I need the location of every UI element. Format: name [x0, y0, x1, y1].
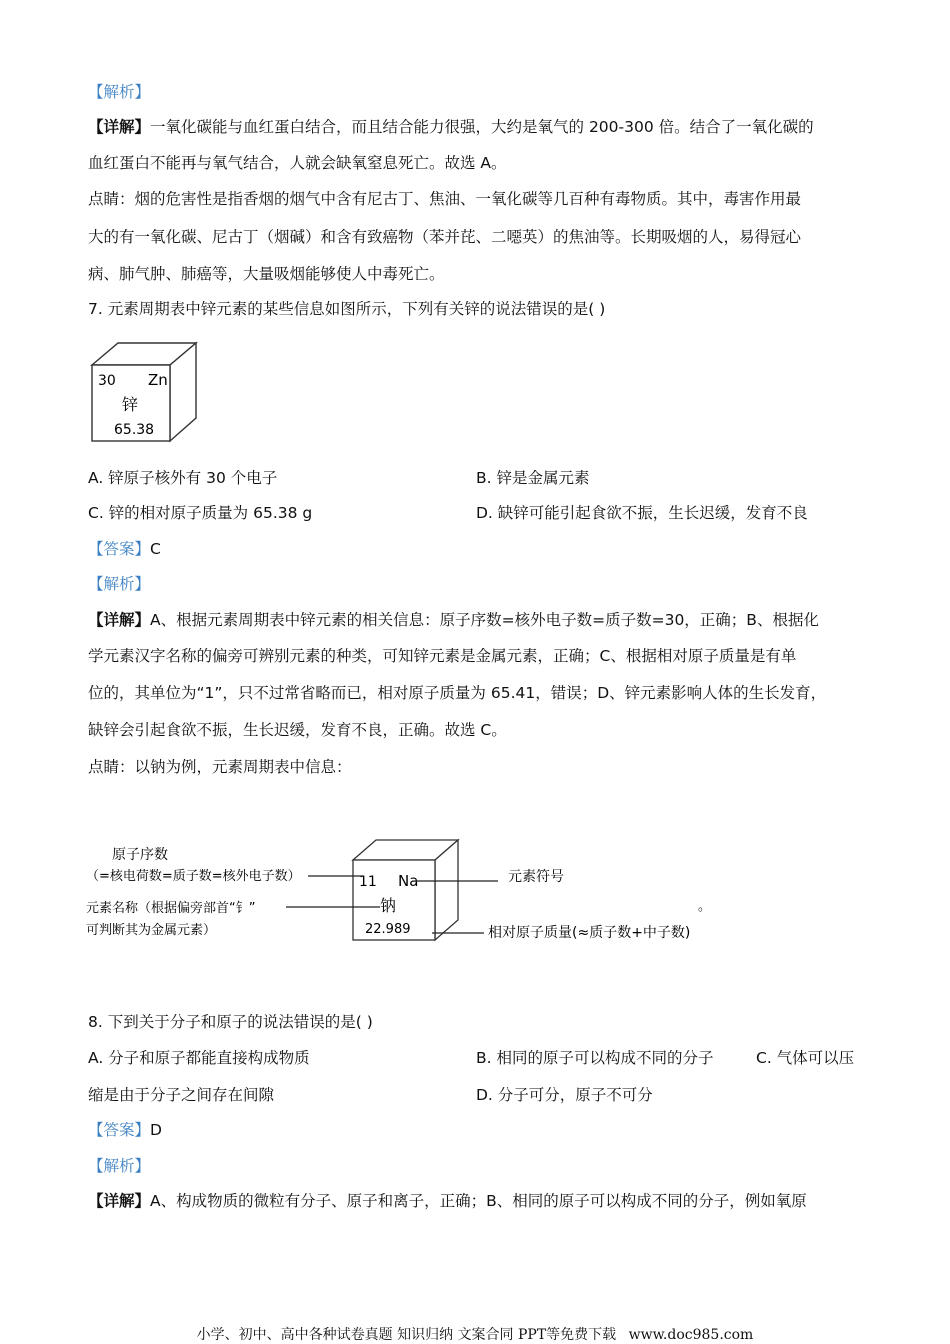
q7-detail-3: 位的，其单位为“1”，只不过常省略而已，相对原子质量为 65.41，错误；D、锌元素影响人体的生长发育，: [88, 684, 827, 702]
q7-detail-1: [88, 610, 819, 630]
detail-paragraph: [88, 117, 814, 137]
label-atomic-number-detail: （=核电荷数=质子数=核外电子数）: [86, 869, 301, 884]
label-atomic-mass: 相对原子质量(≈质子数+中子数): [488, 925, 691, 941]
q7-analysis-tag: 【解析】: [88, 575, 151, 593]
question-7: 7. 元素周期表中锌元素的某些信息如图所示，下列有关锌的说法错误的是( ): [88, 300, 606, 318]
detail-text: A、构成物质的微粒有分子、原子和离子，正确；B、相同的原子可以构成不同的分子，例如氧原: [150, 1192, 807, 1210]
page-footer: [0, 1324, 950, 1344]
detail-tag: 【详解】: [88, 118, 151, 136]
q8-detail-1: [88, 1191, 807, 1211]
label-atomic-number: 原子序数: [112, 847, 168, 863]
label-element-symbol: 元素符号: [508, 869, 564, 885]
q7-option-d: D. 缺锌可能引起食欲不振，生长迟缓，发育不良: [476, 504, 808, 522]
detail-text: 一氧化碳能与血红蛋白结合，而且结合能力很强，大约是氧气的 200-300 倍。结合了一氧化碳的: [150, 118, 814, 136]
note-line-2: 大的有一氧化碳、尼古丁（烟碱）和含有致癌物（苯并芘、二噁英）的焦油等。长期吸烟的人，易得冠心: [88, 228, 802, 246]
analysis-tag: 【解析】: [88, 83, 151, 101]
q8-option-c-cont: 缩是由于分子之间存在间隙: [88, 1086, 275, 1104]
q8-option-c: C. 气体可以压: [756, 1049, 855, 1067]
answer-value: D: [150, 1121, 162, 1139]
question-8: 8. 下到关于分子和原子的说法错误的是( ): [88, 1013, 373, 1031]
sodium-name: 钠: [380, 896, 397, 915]
trailing-period: 。: [698, 899, 712, 914]
note-line-3: 病、肺气肿、肺癌等，大量吸烟能够使人中毒死亡。: [88, 265, 445, 283]
q7-option-a: A. 锌原子核外有 30 个电子: [88, 469, 278, 487]
q8-option-d: D. 分子可分，原子不可分: [476, 1086, 653, 1104]
detail-text-2: 血红蛋白不能再与氧气结合，人就会缺氧窒息死亡。故选 A。: [88, 154, 507, 172]
answer-tag: 【答案】: [88, 1121, 151, 1139]
zinc-name: 锌: [122, 395, 139, 414]
answer-tag: 【答案】: [88, 540, 151, 558]
detail-tag: 【详解】: [88, 611, 151, 629]
zinc-element-card: [88, 340, 200, 446]
q8-analysis-tag: 【解析】: [88, 1157, 151, 1175]
footer-text: 小学、初中、高中各种试卷真题 知识归纳 文案合同 PPT等免费下载: [196, 1327, 617, 1343]
q7-detail-2: 学元素汉字名称的偏旁可辨别元素的种类，可知锌元素是金属元素，正确；C、根据相对原子质量是有单: [88, 647, 797, 665]
zinc-symbol: Zn: [148, 371, 168, 389]
q8-option-b: B. 相同的原子可以构成不同的分子: [476, 1049, 714, 1067]
q8-answer: [88, 1120, 162, 1140]
detail-text: A、根据元素周期表中锌元素的相关信息：原子序数=核外电子数=质子数=30，正确；B、根据化: [150, 611, 819, 629]
sodium-symbol: Na: [398, 872, 419, 890]
detail-tag: 【详解】: [88, 1192, 151, 1210]
q7-note: 点睛：以钠为例，元素周期表中信息：: [88, 758, 352, 776]
label-element-name-2: 可判断其为金属元素）: [86, 923, 217, 938]
sodium-mass: 22.989: [365, 922, 411, 937]
zinc-mass: 65.38: [114, 422, 155, 438]
q7-answer: [88, 539, 161, 559]
sodium-element-diagram: [80, 832, 720, 952]
footer-url[interactable]: www.doc985.com: [628, 1327, 754, 1343]
answer-value: C: [150, 540, 161, 558]
q7-option-b: B. 锌是金属元素: [476, 469, 590, 487]
label-element-name-1: 元素名称（根据偏旁部首“钅”: [86, 901, 256, 916]
note-line-1: 点睛：烟的危害性是指香烟的烟气中含有尼古丁、焦油、一氧化碳等几百种有毒物质。其中，毒害作用最: [88, 190, 802, 208]
q8-option-a: A. 分子和原子都能直接构成物质: [88, 1049, 310, 1067]
zinc-number: 30: [98, 373, 116, 389]
q7-option-c: C. 锌的相对原子质量为 65.38 g: [88, 504, 313, 522]
sodium-number: 11: [359, 874, 377, 890]
q7-detail-4: 缺锌会引起食欲不振，生长迟缓，发育不良，正确。故选 C。: [88, 721, 507, 739]
